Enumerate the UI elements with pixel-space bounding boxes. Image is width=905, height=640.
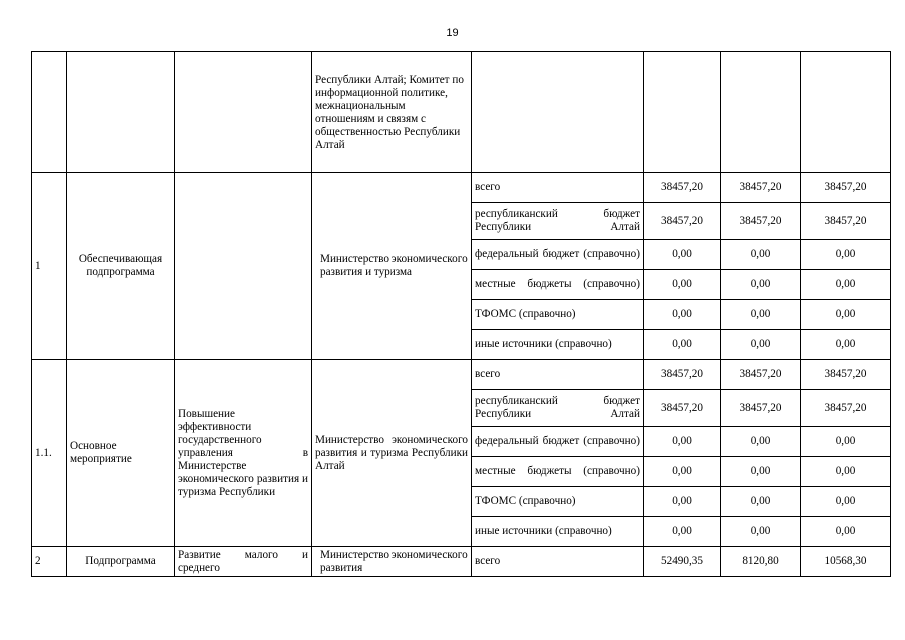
source-cell: республиканский бюджет Республики Алтай xyxy=(472,390,644,427)
value-cell: 0,00 xyxy=(721,270,801,300)
source-cell: ТФОМС (справочно) xyxy=(472,300,644,330)
value-cell: 0,00 xyxy=(644,517,721,547)
code-cell: 2 xyxy=(32,547,67,577)
name-cell: Обеспечивающая подпрограмма xyxy=(67,173,175,360)
value-cell: 38457,20 xyxy=(644,173,721,203)
description-cell xyxy=(175,173,312,360)
description-cell xyxy=(175,52,312,173)
executor-cell: Министерство экономического развития и туризма xyxy=(312,173,472,360)
value-cell: 0,00 xyxy=(644,240,721,270)
source-cell: иные источники (справочно) xyxy=(472,330,644,360)
table-row xyxy=(32,173,891,203)
code-cell: 1.1. xyxy=(32,360,67,547)
description-cell: Повышение эффективности государственного управления в Министерстве экономического развития и туризма Республики xyxy=(175,360,312,547)
source-cell: федеральный бюджет (справочно) xyxy=(472,240,644,270)
value-cell: 0,00 xyxy=(644,487,721,517)
value-cell: 0,00 xyxy=(644,330,721,360)
source-cell: местные бюджеты (справочно) xyxy=(472,270,644,300)
code-cell xyxy=(32,52,67,173)
source-cell: иные источники (справочно) xyxy=(472,517,644,547)
value-cell: 38457,20 xyxy=(644,390,721,427)
value-cell: 0,00 xyxy=(801,270,891,300)
value-cell: 0,00 xyxy=(801,240,891,270)
value-cell: 0,00 xyxy=(721,457,801,487)
table-row xyxy=(32,360,891,390)
value-cell: 8120,80 xyxy=(721,547,801,577)
value-cell: 0,00 xyxy=(721,427,801,457)
value-cell: 0,00 xyxy=(721,240,801,270)
source-cell: местные бюджеты (справочно) xyxy=(472,457,644,487)
source-cell: всего xyxy=(472,173,644,203)
value-cell xyxy=(721,52,801,173)
executor-cell: Министерство экономического развития и туризма Республики Алтай xyxy=(312,360,472,547)
value-cell: 0,00 xyxy=(644,457,721,487)
executor-cell: Министерство экономического развития xyxy=(312,547,472,577)
source-cell xyxy=(472,52,644,173)
value-cell: 38457,20 xyxy=(644,203,721,240)
source-cell: всего xyxy=(472,360,644,390)
value-cell: 0,00 xyxy=(721,517,801,547)
table-row xyxy=(32,52,891,173)
name-cell xyxy=(67,52,175,173)
value-cell: 0,00 xyxy=(801,487,891,517)
name-cell: Подпрограмма xyxy=(67,547,175,577)
source-cell: республиканский бюджет Республики Алтай xyxy=(472,203,644,240)
page-number: 19 xyxy=(446,27,459,39)
value-cell: 38457,20 xyxy=(721,203,801,240)
name-cell: Основное мероприятие xyxy=(67,360,175,547)
value-cell: 38457,20 xyxy=(801,203,891,240)
value-cell: 0,00 xyxy=(801,427,891,457)
value-cell: 0,00 xyxy=(801,330,891,360)
value-cell: 0,00 xyxy=(801,517,891,547)
value-cell: 38457,20 xyxy=(801,360,891,390)
table-row xyxy=(32,547,891,577)
value-cell: 38457,20 xyxy=(801,173,891,203)
value-cell: 38457,20 xyxy=(801,390,891,427)
value-cell: 38457,20 xyxy=(721,173,801,203)
code-cell: 1 xyxy=(32,173,67,360)
value-cell: 0,00 xyxy=(644,427,721,457)
description-cell: Развитие малого и среднего xyxy=(175,547,312,577)
value-cell: 10568,30 xyxy=(801,547,891,577)
value-cell: 0,00 xyxy=(801,300,891,330)
source-cell: ТФОМС (справочно) xyxy=(472,487,644,517)
value-cell: 38457,20 xyxy=(644,360,721,390)
value-cell: 0,00 xyxy=(721,300,801,330)
value-cell: 38457,20 xyxy=(721,360,801,390)
program-finance-table xyxy=(31,51,891,577)
value-cell: 0,00 xyxy=(644,270,721,300)
value-cell: 0,00 xyxy=(801,457,891,487)
value-cell: 52490,35 xyxy=(644,547,721,577)
value-cell xyxy=(644,52,721,173)
value-cell: 0,00 xyxy=(721,487,801,517)
value-cell: 0,00 xyxy=(644,300,721,330)
source-cell: всего xyxy=(472,547,644,577)
value-cell: 38457,20 xyxy=(721,390,801,427)
value-cell: 0,00 xyxy=(721,330,801,360)
executor-cell: Республики Алтай; Комитет по информационной политике, межнациональным отношениям и связям с общественностью Республики Алтай xyxy=(312,52,472,173)
value-cell xyxy=(801,52,891,173)
source-cell: федеральный бюджет (справочно) xyxy=(472,427,644,457)
